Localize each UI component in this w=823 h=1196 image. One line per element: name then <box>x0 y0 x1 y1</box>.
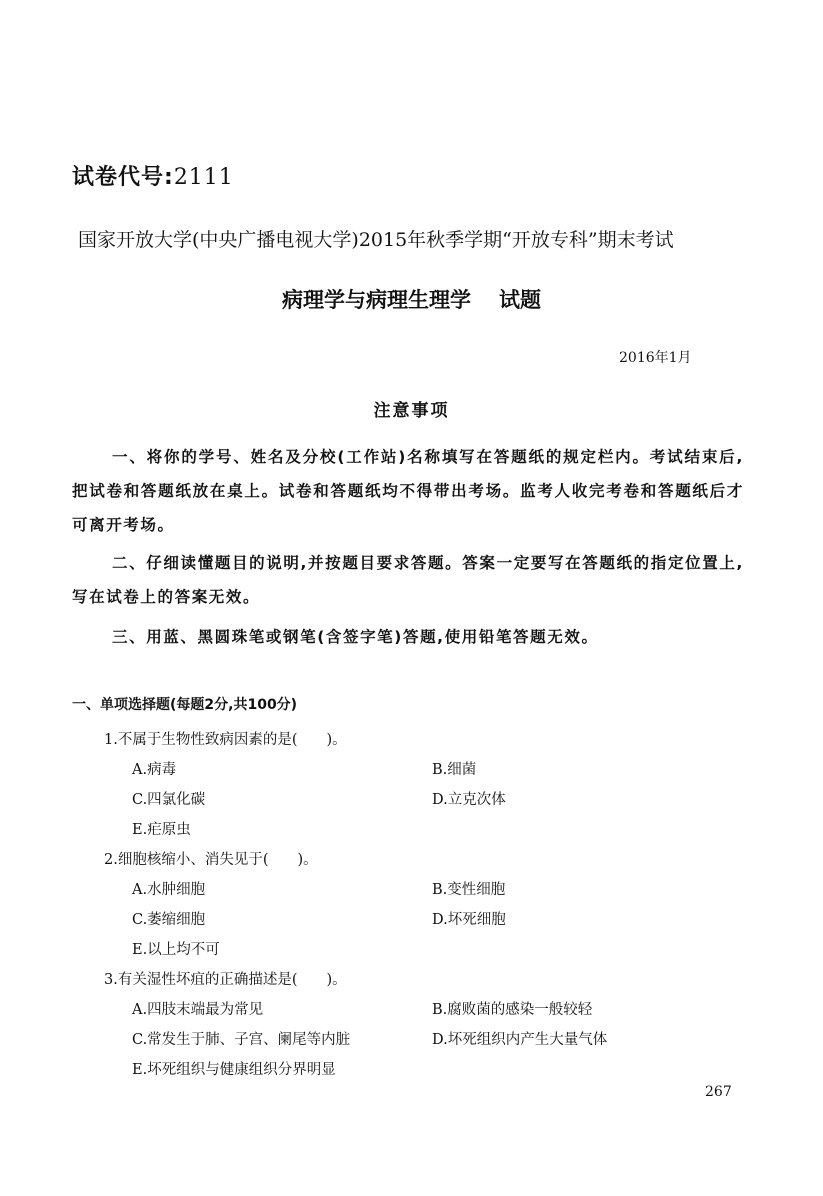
page-number: 267 <box>705 1084 732 1100</box>
exam-title: 国家开放大学(中央广播电视大学)2015年秋季学期“开放专科”期末考试 <box>78 229 674 251</box>
question-1-option-c: C.四氯化碳 <box>132 792 206 808</box>
question-1-option-d: D.立克次体 <box>432 792 506 808</box>
question-2-stem: 2.细胞核缩小、消失见于( )。 <box>104 852 318 868</box>
question-2-option-e: E.以上均不可 <box>132 942 220 958</box>
question-3-option-b: B.腐败菌的感染一般较轻 <box>432 1002 593 1018</box>
question-1-stem: 1.不属于生物性致病因素的是( )。 <box>104 732 347 748</box>
notice-item-1: 一、将你的学号、姓名及分校(工作站)名称填写在答题纸的规定栏内。考试结束后,把试卷和答题纸放在桌上。试卷和答题纸均不得带出考场。监考人收完考卷和答题纸后才可离开考场。 <box>72 448 744 534</box>
question-1-option-b: B.细菌 <box>432 762 477 778</box>
question-2-option-b: B.变性细胞 <box>432 882 506 898</box>
subject-name: 病理学与病理生理学 <box>282 288 471 312</box>
notice-item-3: 三、用蓝、黑圆珠笔或钢笔(含签字笔)答题,使用铅笔答题无效。 <box>112 628 599 646</box>
exam-code-number: 2111 <box>173 165 234 190</box>
notice-item-2: 二、仔细读懂题目的说明,并按题目要求答题。答案一定要写在答题纸的指定位置上,写在试卷上的答案无效。 <box>72 554 744 606</box>
notice-heading: 注意事项 <box>373 401 450 421</box>
question-2-option-c: C.萎缩细胞 <box>132 912 206 928</box>
question-3-option-d: D.坏死组织内产生大量气体 <box>432 1032 608 1048</box>
question-1-option-a: A.病毒 <box>132 762 177 778</box>
question-2-option-a: A.水肿细胞 <box>132 882 206 898</box>
exam-date: 2016年1月 <box>619 350 692 366</box>
exam-code <box>72 160 234 191</box>
question-3-option-a: A.四肢末端最为常见 <box>132 1002 264 1018</box>
section-title: 一、单项选择题(每题2分,共100分) <box>72 697 298 713</box>
subject-title <box>0 284 823 314</box>
question-1-option-e: E.疟原虫 <box>132 822 191 838</box>
exam-code-label: 试卷代号: <box>72 165 174 190</box>
question-2-option-d: D.坏死细胞 <box>432 912 506 928</box>
question-3-stem: 3.有关湿性坏疽的正确描述是( )。 <box>104 972 347 988</box>
question-3-option-e: E.坏死组织与健康组织分界明显 <box>132 1062 336 1078</box>
question-3-option-c: C.常发生于肺、子宫、阑尾等内脏 <box>132 1032 351 1048</box>
subject-suffix: 试题 <box>499 288 541 312</box>
